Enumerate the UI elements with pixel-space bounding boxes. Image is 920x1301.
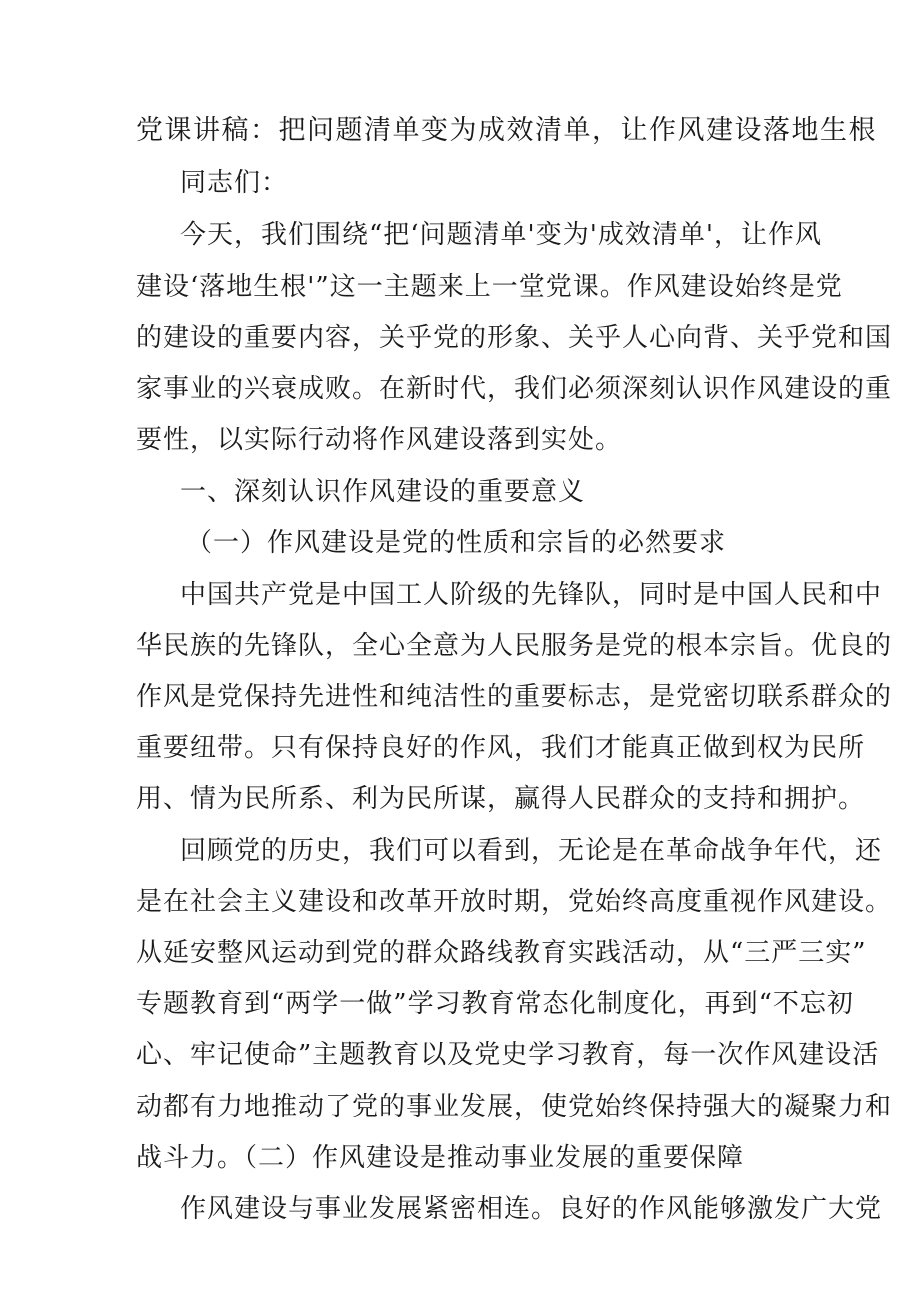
- paragraph-line: 的建设的重要内容，关乎党的形象、关乎人心向背、关乎党和国: [136, 323, 893, 353]
- paragraph-line: 作风建设与事业发展紧密相连。良好的作风能够激发广大党: [180, 1194, 883, 1224]
- paragraph-line: 专题教育到“两学一做”学习教育常态化制度化，再到“不忘初: [136, 989, 854, 1019]
- paragraph-line: 家事业的兴衰成败。在新时代，我们必须深刻认识作风建设的重: [136, 374, 893, 404]
- paragraph-line: 要性，以实际行动将作风建设落到实处。: [136, 425, 623, 455]
- paragraph-line: 重要纽带。只有保持良好的作风，我们才能真正做到权为民所: [136, 733, 866, 763]
- paragraph-line: 战斗力。（二）作风建设是推动事业发展的重要保障: [136, 1143, 745, 1173]
- paragraph-line: 作风是党保持先进性和纯洁性的重要标志，是党密切联系群众的: [136, 682, 893, 712]
- paragraph-line: 中国共产党是中国工人阶级的先锋队，同时是中国人民和中: [180, 580, 883, 610]
- paragraph-line: 心、牢记使命”主题教育以及党史学习教育，每一次作风建设活: [136, 1040, 880, 1070]
- paragraph-line: 动都有力地推动了党的事业发展，使党始终保持强大的凝聚力和: [136, 1092, 893, 1122]
- paragraph-line: 回顾党的历史，我们可以看到，无论是在革命战争年代，还: [180, 836, 883, 866]
- paragraph-line: 从延安整风运动到党的群众路线教育实践活动，从“三严三实”: [136, 938, 867, 968]
- subsection-heading: （一）作风建设是党的性质和宗旨的必然要求: [186, 528, 727, 558]
- paragraph-line: 今天，我们围绕“把‘问题清单'变为'成效清单'，让作风: [180, 220, 822, 250]
- paragraph-line: 用、情为民所系、利为民所谋，赢得人民群众的支持和拥护。: [136, 784, 866, 814]
- section-heading: 一、深刻认识作风建设的重要意义: [180, 477, 586, 507]
- paragraph-line: 是在社会主义建设和改革开放时期，党始终高度重视作风建设。: [136, 887, 893, 917]
- paragraph-line: 建设‘落地生根'”这一主题来上一堂党课。作风建设始终是党: [136, 272, 843, 302]
- document-title: 党课讲稿：把问题清单变为成效清单，让作风建设落地生根: [136, 115, 877, 146]
- paragraph-line: 华民族的先锋队，全心全意为人民服务是党的根本宗旨。优良的: [136, 631, 893, 661]
- salutation: 同志们：: [180, 168, 289, 198]
